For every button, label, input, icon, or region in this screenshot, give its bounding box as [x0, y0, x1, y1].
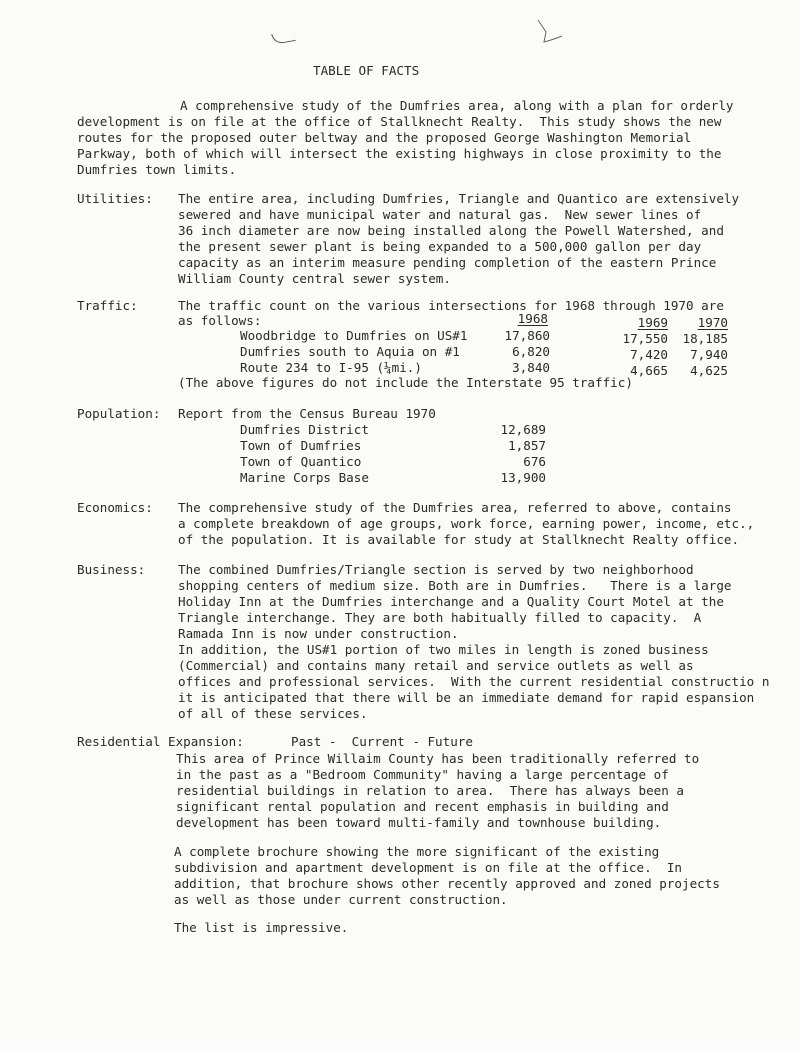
section-label-economics: Economics:: [77, 500, 153, 515]
utilities-line: 36 inch diameter are now being installed along the Powell Watershed, and: [178, 223, 724, 238]
population-name: Marine Corps Base: [240, 470, 369, 485]
traffic-route: Dumfries south to Aquia on #1: [240, 344, 460, 359]
economics-line: of the population. It is available for study at Stallknecht Realty office.: [178, 532, 740, 547]
population-name: Town of Quantico: [240, 454, 362, 469]
section-label-traffic: Traffic:: [77, 298, 138, 313]
population-value: 13,900: [500, 470, 546, 485]
business-line: Holiday Inn at the Dumfries interchange and a Quality Court Motel at the: [178, 594, 724, 609]
economics-line: a complete breakdown of age groups, work force, earning power, income, etc.,: [178, 516, 755, 531]
traffic-value: 4,625: [690, 363, 728, 378]
business-line: Ramada Inn is now under construction.: [178, 626, 459, 641]
residential-closing: The list is impressive.: [174, 920, 349, 935]
traffic-year-header: 1968: [517, 311, 548, 326]
business-line: Triangle interchange. They are both habitually filled to capacity. A: [178, 610, 702, 625]
economics-line: The comprehensive study of the Dumfries area, referred to above, contains: [178, 500, 732, 515]
business-line: shopping centers of medium size. Both are in Dumfries. There is a large: [178, 578, 732, 593]
residential-line: in the past as a "Bedroom Community" having a large percentage of: [176, 767, 669, 782]
traffic-value: 17,860: [504, 328, 550, 343]
traffic-value: 4,665: [630, 363, 668, 378]
traffic-year-header: 1969: [637, 315, 668, 330]
population-name: Dumfries District: [240, 422, 369, 437]
section-label-utilities: Utilities:: [77, 191, 153, 206]
traffic-year-header: 1970: [697, 315, 728, 330]
business-line: The combined Dumfries/Triangle section is served by two neighborhood: [178, 562, 694, 577]
business-line: of all of these services.: [178, 706, 368, 721]
population-heading: Report from the Census Bureau 1970: [178, 406, 436, 421]
business-line: In addition, the US#1 portion of two miles in length is zoned business: [178, 642, 709, 657]
traffic-value: 3,840: [512, 360, 550, 375]
utilities-line: William County central sewer system.: [178, 271, 451, 286]
utilities-line: The entire area, including Dumfries, Triangle and Quantico are extensively: [178, 191, 740, 206]
intro-line: routes for the proposed outer beltway and the proposed George Washington Memorial: [77, 130, 692, 145]
traffic-value: 17,550: [622, 331, 668, 346]
hole-punch-mark: [538, 20, 548, 44]
intro-line: Parkway, both of which will intersect the existing highways in close proximity to the: [77, 146, 722, 161]
residential-line: residential buildings in relation to area. There has always been a: [176, 783, 684, 798]
residential-line: significant rental population and recent emphasis in building and: [176, 799, 669, 814]
residential-line: addition, that brochure shows other recently approved and zoned projects: [174, 876, 720, 891]
traffic-line: as follows:: [178, 313, 262, 328]
section-label-population: Population:: [77, 406, 161, 421]
residential-line: This area of Prince Willaim County has been traditionally referred to: [176, 751, 700, 766]
population-value: 1,857: [508, 438, 546, 453]
business-line: it is anticipated that there will be an immediate demand for rapid espansion: [178, 690, 755, 705]
section-label-business: Business:: [77, 562, 146, 577]
residential-line: A complete brochure showing the more significant of the existing: [174, 844, 660, 859]
traffic-line: The traffic count on the various intersections for 1968 through 1970 are: [178, 298, 724, 313]
traffic-value: 6,820: [512, 344, 550, 359]
business-line: (Commercial) and contains many retail and service outlets as well as: [178, 658, 694, 673]
intro-line: A comprehensive study of the Dumfries area, along with a plan for orderly: [180, 98, 734, 113]
residential-line: as well as those under current construction.: [174, 892, 508, 907]
utilities-line: sewered and have municipal water and natural gas. New sewer lines of: [178, 207, 702, 222]
business-line: offices and professional services. With the current residential constructio n: [178, 674, 770, 689]
intro-line: Dumfries town limits.: [77, 162, 237, 177]
residential-line: development has been toward multi-family and townhouse building.: [176, 815, 662, 830]
hole-punch-mark: [271, 30, 296, 45]
residential-line: subdivision and apartment development is on file at the office. In: [174, 860, 682, 875]
residential-subtitle: Past - Current - Future: [291, 734, 473, 749]
traffic-route: Route 234 to I-95 (¼mi.): [240, 360, 422, 375]
population-value: 12,689: [500, 422, 546, 437]
section-label-residential: Residential Expansion:: [77, 734, 244, 749]
page-title: TABLE OF FACTS: [313, 63, 420, 78]
population-value: 676: [523, 454, 546, 469]
traffic-note: (The above figures do not include the Interstate 95 traffic): [178, 375, 633, 390]
utilities-line: the present sewer plant is being expanded to a 500,000 gallon per day: [178, 239, 702, 254]
traffic-route: Woodbridge to Dumfries on US#1: [240, 328, 468, 343]
traffic-value: 7,420: [630, 347, 668, 362]
traffic-value: 18,185: [682, 331, 728, 346]
utilities-line: capacity as an interim measure pending completion of the eastern Prince: [178, 255, 717, 270]
population-name: Town of Dumfries: [240, 438, 362, 453]
intro-line: development is on file at the office of Stallknecht Realty. This study shows the new: [77, 114, 722, 129]
traffic-value: 7,940: [690, 347, 728, 362]
